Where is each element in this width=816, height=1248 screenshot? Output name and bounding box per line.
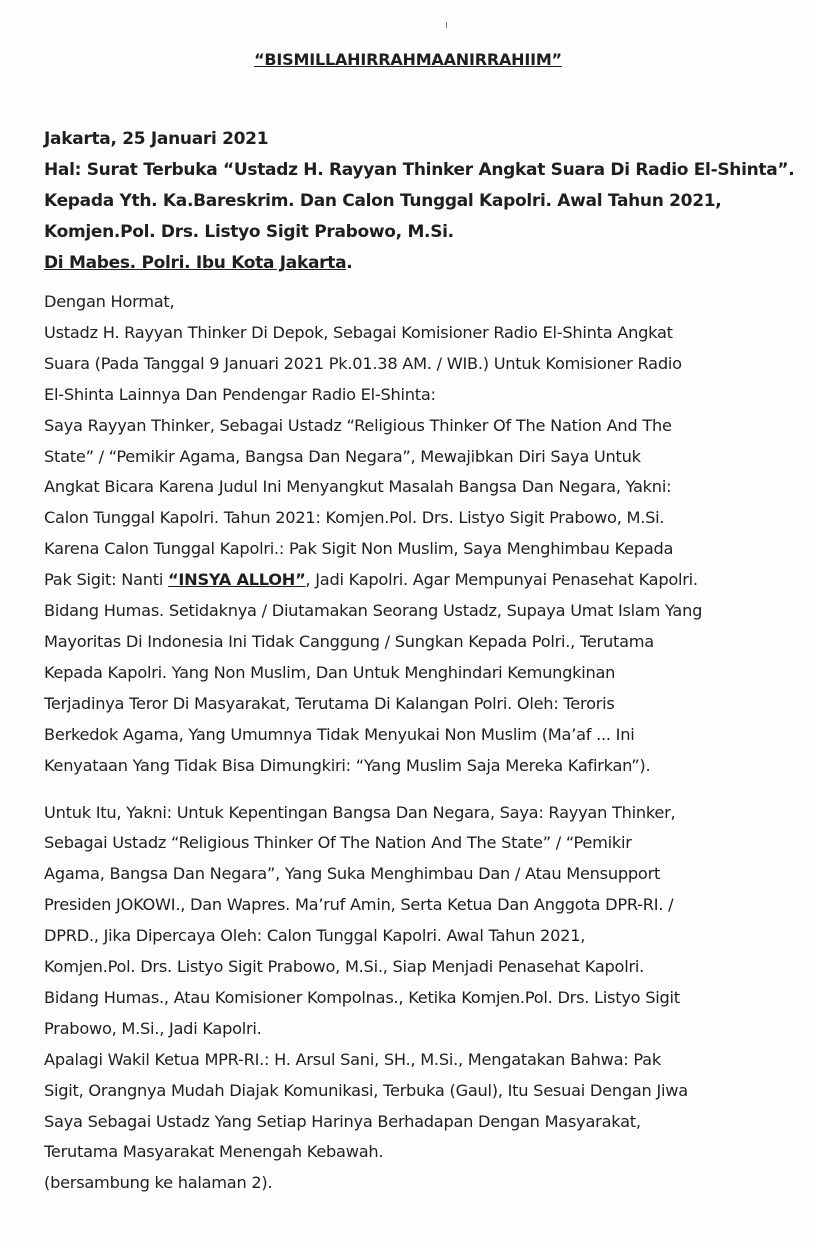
body-line: Presiden JOKOWI., Dan Wapres. Ma’ruf Amin, Serta Ketua Dan Anggota DPR-RI. / xyxy=(44,895,674,915)
body-line: Kepada Kapolri. Yang Non Muslim, Dan Untuk Menghindari Kemungkinan xyxy=(44,662,616,682)
letter-recipient-line-1: Kepada Yth. Ka.Bareskrim. Dan Calon Tunggal Kapolri. Awal Tahun 2021, xyxy=(44,191,722,211)
insya-alloh-emphasis: “INSYA ALLOH” xyxy=(168,570,306,590)
emphasis-prefix: Pak Sigit: Nanti xyxy=(44,570,168,590)
body-line: El-Shinta Lainnya Dan Pendengar Radio El-Shinta: xyxy=(44,384,436,404)
body-line: Agama, Bangsa Dan Negara”, Yang Suka Menghimbau Dan / Atau Mensupport xyxy=(44,864,661,884)
body-line: Terjadinya Teror Di Masyarakat, Terutama Di Kalangan Polri. Oleh: Teroris xyxy=(44,693,615,713)
body-line: Untuk Itu, Yakni: Untuk Kepentingan Bangsa Dan Negara, Saya: Rayyan Thinker, xyxy=(44,802,676,822)
emphasis-suffix: , Jadi Kapolri. Agar Mempunyai Penasehat Kapolri. xyxy=(305,570,698,590)
letter-recipient-line-2: Komjen.Pol. Drs. Listyo Sigit Prabowo, M.Si. xyxy=(44,222,454,242)
body-line: Sigit, Orangnya Mudah Diajak Komunikasi, Terbuka (Gaul), Itu Sesuai Dengan Jiwa xyxy=(44,1080,688,1100)
body-line: Karena Calon Tunggal Kapolri.: Pak Sigit Non Muslim, Saya Menghimbau Kepada xyxy=(44,539,674,559)
letter-location: Di Mabes. Polri. Ibu Kota Jakarta xyxy=(44,253,347,273)
body-line: State” / “Pemikir Agama, Bangsa Dan Negara”, Mewajibkan Diri Saya Untuk xyxy=(44,446,641,466)
body-line: Dengan Hormat, xyxy=(44,292,175,311)
body-line: DPRD., Jika Dipercaya Oleh: Calon Tunggal Kapolri. Awal Tahun 2021, xyxy=(44,926,586,946)
continued-note: (bersambung ke halaman 2). xyxy=(44,1173,273,1193)
body-line: Suara (Pada Tanggal 9 Januari 2021 Pk.01.38 AM. / WIB.) Untuk Komisioner Radio xyxy=(44,353,682,373)
letter-location-period: . xyxy=(346,253,353,273)
body-line: Bidang Humas. Setidaknya / Diutamakan Seorang Ustadz, Supaya Umat Islam Yang xyxy=(44,601,703,621)
letter-title: “BISMILLAHIRRAHMAANIRRAHIIM” xyxy=(254,50,562,69)
letter-subject: Hal: Surat Terbuka “Ustadz H. Rayyan Thinker Angkat Suara Di Radio El-Shinta”. xyxy=(44,160,795,180)
letter-date: Jakarta, 25 Januari 2021 xyxy=(44,129,269,149)
body-line: Saya Rayyan Thinker, Sebagai Ustadz “Religious Thinker Of The Nation And The xyxy=(44,415,672,435)
letter-location-line xyxy=(44,248,794,279)
body-line: Bidang Humas., Atau Komisioner Kompolnas., Ketika Komjen.Pol. Drs. Listyo Sigit xyxy=(44,987,680,1007)
paragraph-1 xyxy=(44,287,789,782)
letter-body xyxy=(44,287,789,1199)
body-line: Berkedok Agama, Yang Umumnya Tidak Menyukai Non Muslim (Ma’af ... Ini xyxy=(44,724,635,744)
paragraph-2 xyxy=(44,798,789,1200)
body-line: Saya Sebagai Ustadz Yang Setiap Harinya Berhadapan Dengan Masyarakat, xyxy=(44,1111,641,1131)
body-line: Calon Tunggal Kapolri. Tahun 2021: Komjen.Pol. Drs. Listyo Sigit Prabowo, M.Si. xyxy=(44,508,665,528)
body-line: Sebagai Ustadz “Religious Thinker Of The Nation And The State” / “Pemikir xyxy=(44,833,632,853)
body-line: Angkat Bicara Karena Judul Ini Menyangkut Masalah Bangsa Dan Negara, Yakni: xyxy=(44,477,672,497)
letter-header xyxy=(44,124,794,279)
body-line: Komjen.Pol. Drs. Listyo Sigit Prabowo, M.Si., Siap Menjadi Penasehat Kapolri. xyxy=(44,957,645,977)
paragraph-gap xyxy=(44,782,789,798)
scan-speck xyxy=(446,22,447,28)
body-line-emphasis xyxy=(44,565,789,596)
body-line: Apalagi Wakil Ketua MPR-RI.: H. Arsul Sani, SH., M.Si., Mengatakan Bahwa: Pak xyxy=(44,1049,661,1069)
body-line: Prabowo, M.Si., Jadi Kapolri. xyxy=(44,1018,262,1038)
body-line: Kenyataan Yang Tidak Bisa Dimungkiri: “Yang Muslim Saja Mereka Kafirkan”). xyxy=(44,755,651,775)
body-line: Terutama Masyarakat Menengah Kebawah. xyxy=(44,1142,384,1162)
body-line: Mayoritas Di Indonesia Ini Tidak Canggung / Sungkan Kepada Polri., Terutama xyxy=(44,631,654,651)
body-line: Ustadz H. Rayyan Thinker Di Depok, Sebagai Komisioner Radio El-Shinta Angkat xyxy=(44,322,673,342)
